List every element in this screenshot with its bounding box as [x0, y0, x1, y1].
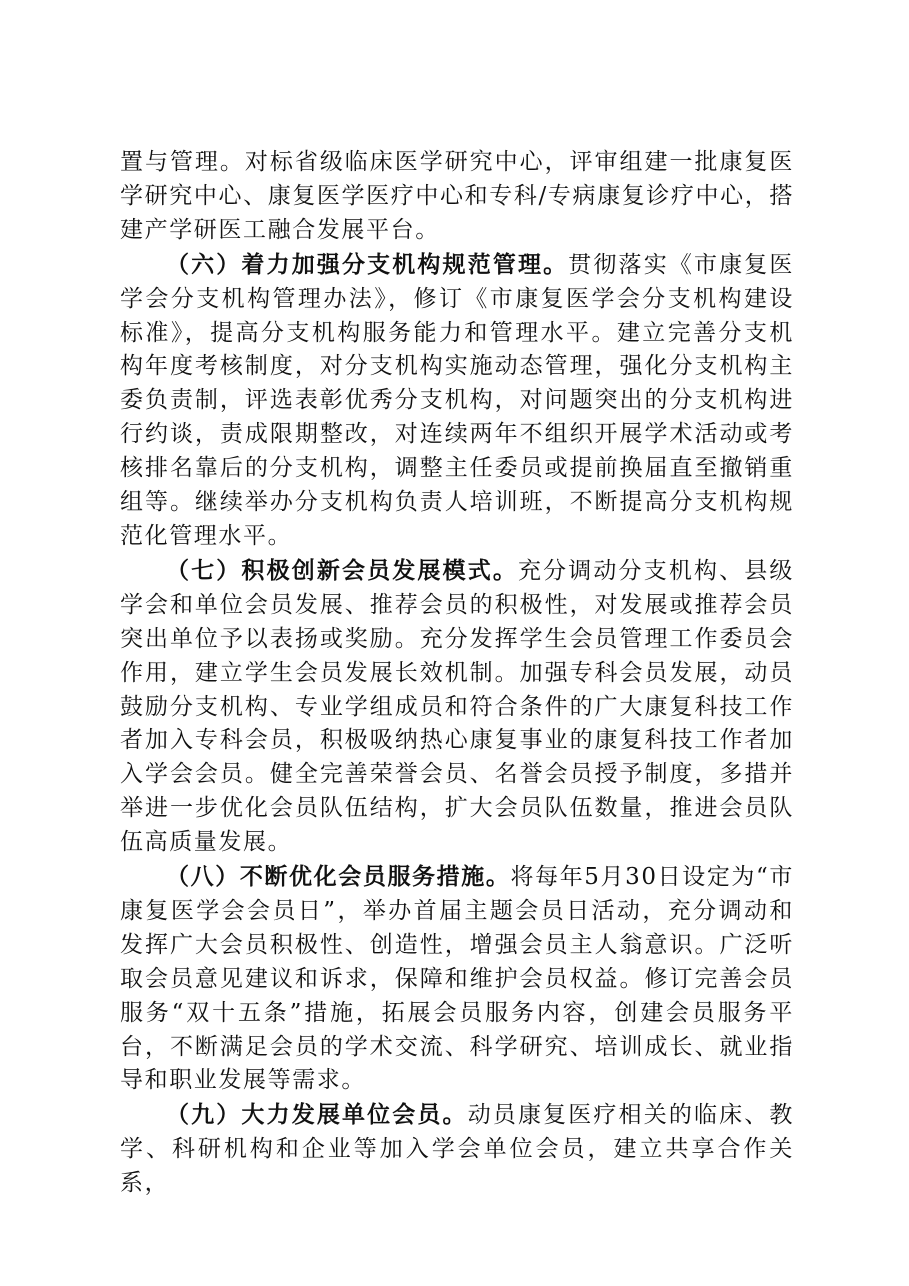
- paragraph-text: 置与管理。对标省级临床医学研究中心，评审组建一批康复医学研究中心、康复医学医疗中心和专科/专病康复诊疗中心，搭建产学研医工融合发展平台。: [120, 149, 794, 243]
- paragraph-section-6: [120, 248, 794, 554]
- paragraph-section-9: [120, 1098, 794, 1201]
- paragraph-text: 动员康复医疗相关的临床、教学、科研机构和企业等加入学会单位会员，建立共享合作关系，: [120, 1102, 794, 1197]
- section-heading: （九）大力发展单位会员。: [166, 1101, 468, 1129]
- paragraph-text: 充分调动分支机构、县级学会和单位会员发展、推荐会员的积极性，对发展或推荐会员突出单位予以表扬或奖励。充分发挥学生会员管理工作委员会作用，建立学生会员发展长效机制。加强专科会员发展，动员鼓励分支机构、专业学组成员和符合条件的广大康复科技工作者加入专科会员，积极吸纳热心康复事业的康复科技工作者加入学会会员。健全完善荣誉会员、名誉会员授予制度，多措并举进一步优化会员队伍结构，扩大会员队伍数量，推进会员队伍高质量发展。: [120, 557, 794, 856]
- paragraph-section-8: [120, 860, 794, 1098]
- paragraph-section-7: [120, 554, 794, 860]
- document-body: [120, 146, 794, 1201]
- paragraph-text: 贯彻落实《市康复医学会分支机构管理办法》，修订《市康复医学会分支机构建设标准》，提高分支机构服务能力和管理水平。建立完善分支机构年度考核制度，对分支机构实施动态管理，强化分支机构主委负责制，评选表彰优秀分支机构，对问题突出的分支机构进行约谈，责成限期整改，对连续两年不组织开展学术活动或考核排名靠后的分支机构，调整主任委员或提前换届直至撤销重组等。继续举办分支机构负责人培训班，不断提高分支机构规范化管理水平。: [120, 251, 794, 549]
- section-heading: （七）积极创新会员发展模式。: [166, 556, 518, 584]
- section-heading: （六）着力加强分支机构规范管理。: [166, 250, 569, 278]
- paragraph-continuation: [120, 146, 794, 248]
- section-heading: （八）不断优化会员服务措施。: [166, 863, 511, 891]
- paragraph-text: 将每年5月30日设定为“市康复医学会会员日”，举办首届主题会员日活动，充分调动和发挥广大会员积极性、创造性，增强会员主人翁意识。广泛听取会员意见建议和诉求，保障和维护会员权益。修订完善会员服务“双十五条”措施，拓展会员服务内容，创建会员服务平台，不断满足会员的学术交流、科学研究、培训成长、就业指导和职业发展等需求。: [120, 864, 794, 1094]
